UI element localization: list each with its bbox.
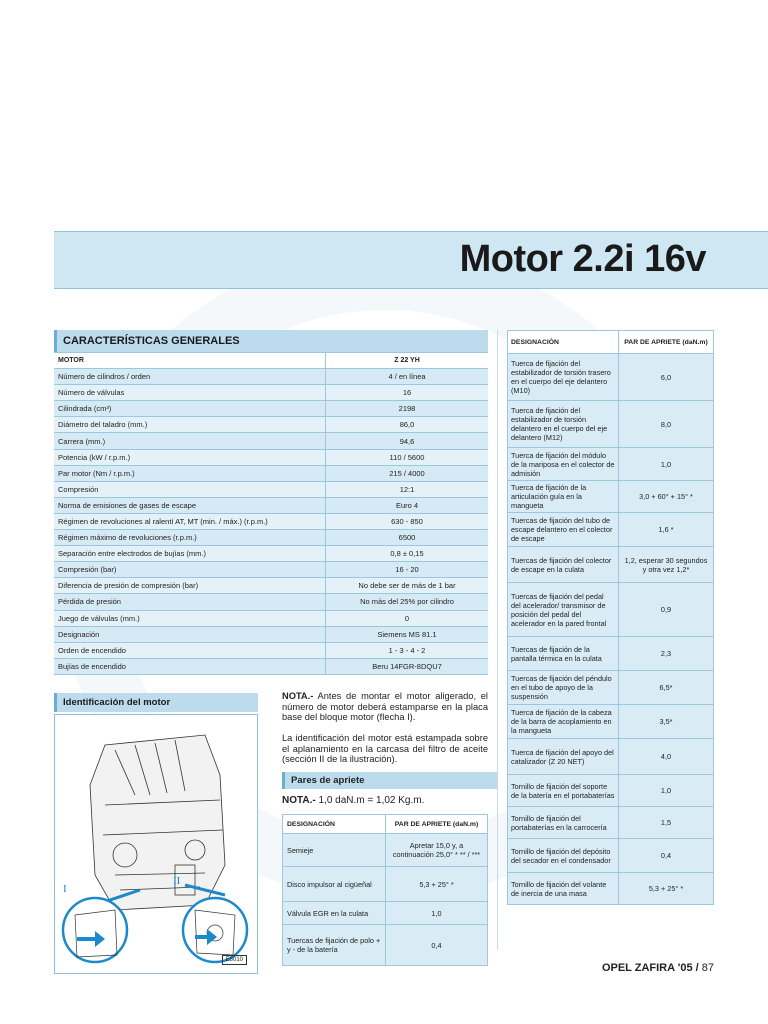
designation-cell: Tornillo de fijación del volante de inercia de una masa: [508, 873, 619, 905]
designation-cell: Tuercas de fijación de la pantalla térmica en la culata: [508, 637, 619, 671]
designation-cell: Tornillo de fijación del portabaterías en la carrocería: [508, 807, 619, 839]
designation-cell: Semieje: [283, 834, 386, 867]
table-row: [54, 497, 488, 513]
designation-cell: Régimen máximo de revoluciones (r.p.m.): [54, 530, 326, 546]
label-ii: II: [173, 875, 181, 887]
table-header-row: [283, 815, 488, 834]
table-row: [54, 578, 488, 594]
nota-label: NOTA.-: [282, 691, 314, 701]
designation-cell: Tuercas de fijación del tubo de escape delantero en el colector de escape: [508, 513, 619, 547]
value-cell: 1,6 *: [619, 513, 714, 547]
torque-section-heading: Pares de apriete: [282, 772, 497, 789]
value-cell: Siemens MS 81.1: [326, 626, 489, 642]
value-cell: 0: [326, 610, 489, 626]
table-row: [54, 658, 488, 674]
value-cell: 4,0: [619, 739, 714, 775]
value-cell: 0,4: [619, 839, 714, 873]
value-cell: 94,6: [326, 433, 489, 449]
designation-cell: Potencia (kW / r.p.m.): [54, 449, 326, 465]
general-table: [54, 352, 488, 675]
value-cell: 6,5*: [619, 671, 714, 705]
value-cell: 1,2, esperar 30 segundos y otra vez 1,2*: [619, 547, 714, 583]
designation-cell: Número de cilindros / orden: [54, 369, 326, 385]
designation-cell: Número de válvulas: [54, 385, 326, 401]
value-cell: 1,0: [619, 775, 714, 807]
designation-cell: Orden de encendido: [54, 642, 326, 658]
table-row: [508, 354, 714, 401]
value-cell: Apretar 15,0 y, a continuación 25,0° * ** / ***: [386, 834, 488, 867]
designation-cell: Diferencia de presión de compresión (bar): [54, 578, 326, 594]
engine-drawing-icon: [55, 715, 257, 971]
value-cell: Beru 14FGR-8DQU7: [326, 658, 489, 674]
table-row: [508, 807, 714, 839]
designation-cell: Tuercas de fijación del colector de escape en la culata: [508, 547, 619, 583]
value-cell: 110 / 5600: [326, 449, 489, 465]
table-row: [508, 583, 714, 637]
designation-cell: Compresión (bar): [54, 562, 326, 578]
engine-identification-section: [54, 693, 258, 974]
designation-cell: Separación entre electrodos de bujías (mm.): [54, 546, 326, 562]
table-row: [54, 481, 488, 497]
value-cell: 215 / 4000: [326, 465, 489, 481]
designation-cell: Designación: [54, 626, 326, 642]
designation-cell: Válvula EGR en la culata: [283, 902, 386, 925]
value-cell: No debe ser de más de 1 bar: [326, 578, 489, 594]
table-row: [508, 705, 714, 739]
designation-cell: Tuerca de fijación del estabilizador de torsión delantero en el cuerpo del eje delantero (M12): [508, 401, 619, 448]
value-cell: 1,0: [386, 902, 488, 925]
designation-cell: Diámetro del taladro (mm.): [54, 417, 326, 433]
value-cell: 0,9: [619, 583, 714, 637]
header-cell: MOTOR: [54, 353, 326, 369]
table-row: [508, 739, 714, 775]
value-cell: 3,0 + 60° + 15° *: [619, 481, 714, 513]
table-row: [54, 465, 488, 481]
value-cell: 1 - 3 - 4 - 2: [326, 642, 489, 658]
table-row: [283, 902, 488, 925]
value-cell: 2,3: [619, 637, 714, 671]
table-row: [508, 873, 714, 905]
value-cell: 630 - 850: [326, 513, 489, 529]
value-cell: 1,5: [619, 807, 714, 839]
designation-cell: Régimen de revoluciones al ralentí AT, MT (min. / máx.) (r.p.m.): [54, 513, 326, 529]
designation-cell: Tuercas de fijación del péndulo en el tubo de apoyo de la suspensión: [508, 671, 619, 705]
nota-conversion: [282, 795, 488, 806]
table-row: [54, 594, 488, 610]
table-row: [508, 481, 714, 513]
value-cell: 3,5*: [619, 705, 714, 739]
designation-cell: Pérdida de presión: [54, 594, 326, 610]
header-cell: PAR DE APRIETE (daN.m): [386, 815, 488, 834]
table-row: [508, 513, 714, 547]
nota-text: 1,0 daN.m = 1,02 Kg.m.: [315, 795, 425, 806]
value-cell: 12:1: [326, 481, 489, 497]
nota-label: NOTA.-: [282, 795, 316, 806]
header-cell: PAR DE APRIETE (daN.m): [619, 331, 714, 354]
designation-cell: Tuercas de fijación de polo + y - de la batería: [283, 925, 386, 966]
designation-cell: Par motor (Nm / r.p.m.): [54, 465, 326, 481]
table-row: [508, 671, 714, 705]
value-cell: 0,8 ± 0,15: [326, 546, 489, 562]
table-row: [283, 867, 488, 902]
column-divider: [497, 330, 498, 950]
value-cell: 16 - 20: [326, 562, 489, 578]
torque-table-small: [282, 814, 488, 966]
header-cell: DESIGNACIÓN: [283, 815, 386, 834]
value-cell: 6,0: [619, 354, 714, 401]
designation-cell: Cilindrada (cm³): [54, 401, 326, 417]
value-cell: 1,0: [619, 448, 714, 481]
table-row: [54, 562, 488, 578]
table-row: [54, 401, 488, 417]
table-row: [54, 433, 488, 449]
table-row: [283, 925, 488, 966]
identification-text: La identificación del motor está estampada sobre el aplanamiento en la carcasa del filtro de aceite (sección II de la ilustración).: [282, 733, 488, 764]
table-header-row: [508, 331, 714, 354]
table-row: [508, 547, 714, 583]
value-cell: 0,4: [386, 925, 488, 966]
nota-text: Antes de montar el motor aligerado, el número de motor deberá estamparse en la placa base del bloque motor (flecha I).: [282, 691, 488, 722]
page-title: Motor 2.2i 16v: [459, 238, 706, 280]
table-row: [54, 610, 488, 626]
figure-code: E8010: [222, 955, 247, 965]
table-row: [508, 401, 714, 448]
table-row: [283, 834, 488, 867]
table-row: [54, 417, 488, 433]
value-cell: 5,3 + 25° *: [619, 873, 714, 905]
designation-cell: Tuerca de fijación de la articulación guía en la mangueta: [508, 481, 619, 513]
designation-cell: Tuercas de fijación del pedal del acelerador/ transmisor de posición del pedal del acelerador en la pared frontal: [508, 583, 619, 637]
designation-cell: Tornillo de fijación del soporte de la batería en el portabaterías: [508, 775, 619, 807]
table-row: [54, 449, 488, 465]
label-i: I: [63, 883, 67, 895]
title-band: [54, 231, 768, 289]
designation-cell: Bujías de encendido: [54, 658, 326, 674]
table-row: [54, 369, 488, 385]
table-row: [54, 513, 488, 529]
designation-cell: Tornillo de fijación del depósito del secador en el condensador: [508, 839, 619, 873]
section-heading: Identificación del motor: [54, 693, 258, 712]
value-cell: 5,3 + 25° *: [386, 867, 488, 902]
table-row: [508, 839, 714, 873]
table-header-row: [54, 353, 488, 369]
table-row: [54, 546, 488, 562]
value-cell: 2198: [326, 401, 489, 417]
general-characteristics-section: [54, 330, 488, 675]
table-row: [54, 642, 488, 658]
value-cell: No más del 25% por cilindro: [326, 594, 489, 610]
header-cell: DESIGNACIÓN: [508, 331, 619, 354]
designation-cell: Tuerca de fijación del apoyo del catalizador (Z 20 NET): [508, 739, 619, 775]
designation-cell: Compresión: [54, 481, 326, 497]
designation-cell: Tuerca de fijación del módulo de la mariposa en el colector de admisión: [508, 448, 619, 481]
table-row: [54, 626, 488, 642]
designation-cell: Tuerca de fijación de la cabeza de la barra de acoplamiento en la mangueta: [508, 705, 619, 739]
designation-cell: Tuerca de fijación del estabilizador de torsión trasero en el cuerpo del eje delantero (M10): [508, 354, 619, 401]
designation-cell: Juego de válvulas (mm.): [54, 610, 326, 626]
table-row: [508, 448, 714, 481]
value-cell: Euro 4: [326, 497, 489, 513]
table-row: [508, 637, 714, 671]
torque-table-right: [507, 330, 714, 905]
value-cell: 4 / en línea: [326, 369, 489, 385]
value-cell: 16: [326, 385, 489, 401]
table-row: [54, 385, 488, 401]
engine-illustration: [54, 714, 258, 974]
value-cell: 8,0: [619, 401, 714, 448]
table-row: [54, 530, 488, 546]
page-number: 87: [701, 962, 714, 974]
value-cell: 6500: [326, 530, 489, 546]
designation-cell: Disco impulsor al cigüeñal: [283, 867, 386, 902]
value-cell: 86,0: [326, 417, 489, 433]
nota-engine-stamp: [282, 691, 488, 723]
table-row: [508, 775, 714, 807]
designation-cell: Norma de emisiones de gases de escape: [54, 497, 326, 513]
header-cell: Z 22 YH: [326, 353, 489, 369]
designation-cell: Carrera (mm.): [54, 433, 326, 449]
footer-brand: OPEL ZAFIRA '05 /: [601, 962, 702, 974]
page-footer: [602, 962, 714, 974]
section-heading: CARACTERÍSTICAS GENERALES: [54, 330, 488, 352]
